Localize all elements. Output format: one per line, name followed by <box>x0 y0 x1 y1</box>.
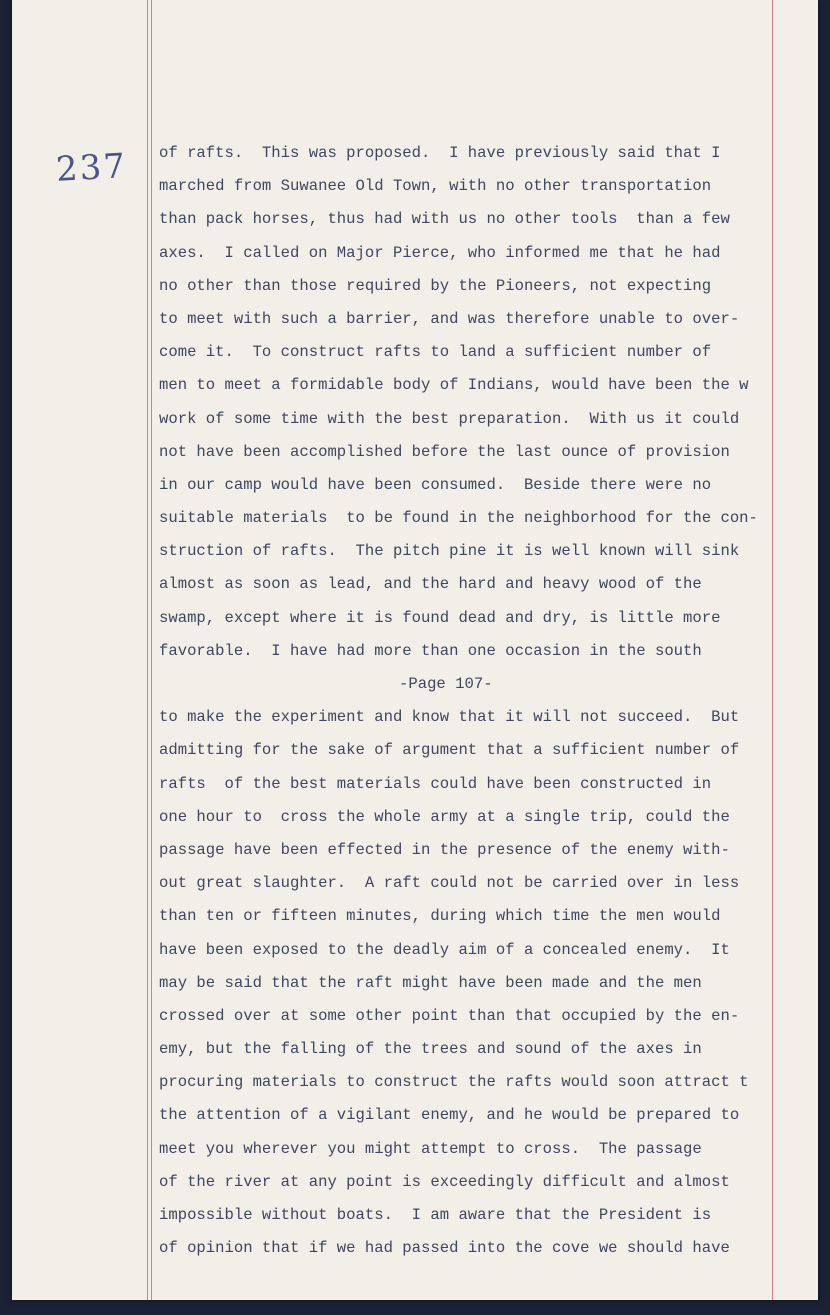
text-line: come it. To construct rafts to land a sufficient number of <box>159 343 712 362</box>
text-line: in our camp would have been consumed. Beside there were no <box>159 475 712 494</box>
text-line: swamp, except where it is found dead and dry, is little more <box>159 608 721 627</box>
text-line: not have been accomplished before the last ounce of provision <box>159 442 730 461</box>
text-line: out great slaughter. A raft could not be carried over in less <box>159 874 740 893</box>
text-line: of the river at any point is exceedingly difficult and almost <box>159 1172 730 1191</box>
text-line: rafts of the best materials could have been constructed in <box>159 774 712 793</box>
text-line: of rafts. This was proposed. I have previously said that I <box>159 144 721 162</box>
text-line: have been exposed to the deadly aim of a concealed enemy. It <box>159 940 730 959</box>
text-line: than pack horses, thus had with us no other tools than a few <box>159 210 730 229</box>
text-line: procuring materials to construct the rafts would soon attract t <box>159 1073 749 1092</box>
page-marker: -Page 107- <box>399 675 493 693</box>
text-line: crossed over at some other point than that occupied by the en- <box>159 1006 740 1025</box>
text-line: men to meet a formidable body of Indians, would have been the w <box>159 376 749 395</box>
text-line: axes. I called on Major Pierce, who informed me that he had <box>159 243 721 262</box>
text-line: meet you wherever you might attempt to cross. The passage <box>159 1139 702 1158</box>
text-line: suitable materials to be found in the neighborhood for the con- <box>159 509 758 528</box>
text-line: than ten or fifteen minutes, during which time the men would <box>159 907 721 926</box>
text-line: one hour to cross the whole army at a single trip, could the <box>159 807 730 826</box>
text-line: marched from Suwanee Old Town, with no other transportation <box>159 177 712 196</box>
text-line: favorable. I have had more than one occasion in the south <box>159 641 702 660</box>
text-line: struction of rafts. The pitch pine it is well known will sink <box>159 542 740 561</box>
text-line: impossible without boats. I am aware that the President is <box>159 1206 712 1224</box>
text-line: passage have been effected in the presence of the enemy with- <box>159 840 730 859</box>
text-line: the attention of a vigilant enemy, and he would be prepared to <box>159 1106 740 1125</box>
typed-text-block <box>159 137 819 1265</box>
text-line: emy, but the falling of the trees and sound of the axes in <box>159 1040 702 1059</box>
text-line: to meet with such a barrier, and was therefore unable to over- <box>159 309 740 328</box>
left-margin-rule-inner <box>151 0 152 1300</box>
text-line: almost as soon as lead, and the hard and heavy wood of the <box>159 575 702 594</box>
text-line: of opinion that if we had passed into the cove we should have <box>159 1239 730 1258</box>
handwritten-page-number: 237 <box>55 146 128 190</box>
left-margin-rule <box>147 0 148 1300</box>
text-line: no other than those required by the Pioneers, not expecting <box>159 276 712 295</box>
text-line: work of some time with the best preparation. With us it could <box>159 409 740 428</box>
text-line: to make the experiment and know that it will not succeed. But <box>159 708 740 727</box>
text-line: admitting for the sake of argument that a sufficient number of <box>159 741 740 760</box>
typewritten-page <box>12 0 818 1300</box>
text-line: may be said that the raft might have been made and the men <box>159 973 702 992</box>
